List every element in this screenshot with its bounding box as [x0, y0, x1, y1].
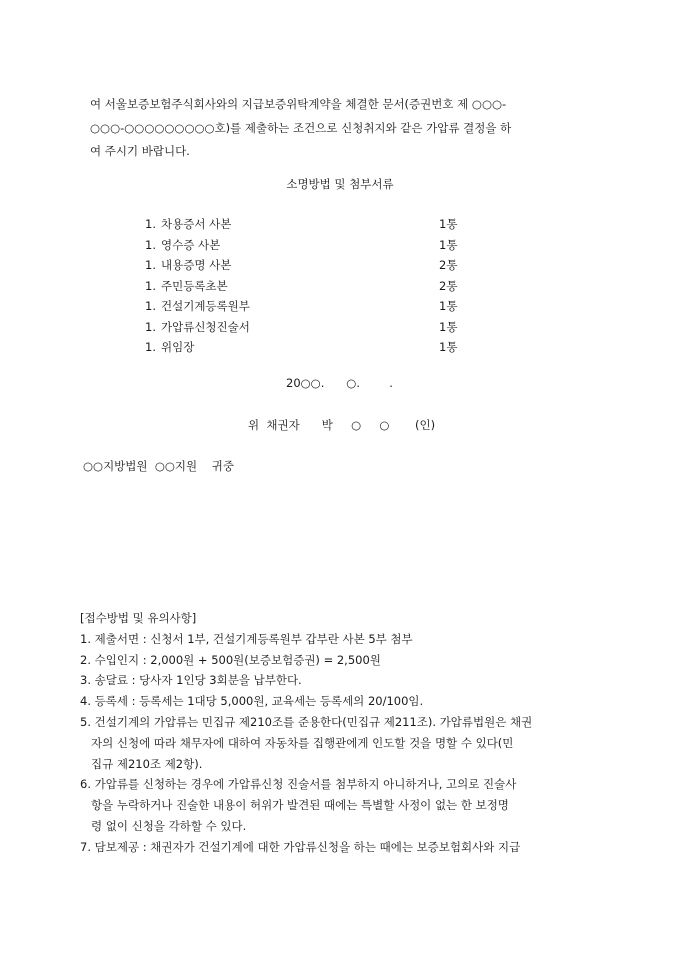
item-name: 차용증서 사본: [161, 217, 232, 231]
notes-header: [접수방법 및 유의사항]: [80, 611, 197, 625]
note-line: 4. 등록세 : 등록세는 1대당 5,000원, 교육세는 등록세의 20/100임.: [80, 694, 424, 709]
item-name: 위임장: [161, 340, 195, 354]
item-number: 1.: [145, 237, 156, 252]
court-addressee: ○○지방법원 ○○지원 귀중: [83, 459, 234, 473]
item-quantity: 1통: [439, 237, 458, 252]
evidence-item: [145, 214, 465, 235]
item-number: 1.: [145, 278, 156, 293]
note-item: [80, 629, 590, 650]
note-line: 1. 제출서면 : 신청서 1부, 건설기계등록원부 갑부란 사본 5부 첨부: [80, 631, 413, 646]
item-name: 건설기계등록원부: [161, 299, 250, 313]
evidence-item: [145, 337, 465, 358]
intro-line-2: ○○○-○○○○○○○○○호)를 제출하는 조건으로 신청취지와 같은 가압류 결정을 하: [90, 120, 512, 135]
item-number: 1.: [145, 299, 156, 313]
note-line: 5. 건설기계의 가압류는 민집규 제210조를 준용한다(민집규 제211조). 가압류법원은 채권: [80, 714, 533, 729]
note-line: 6. 가압류를 신청하는 경우에 가압류신청 진술서를 첨부하지 아니하거나, 고의로 진술사: [80, 777, 517, 792]
item-number: 1.: [145, 258, 156, 272]
note-item: [80, 650, 590, 671]
evidence-item: [145, 276, 465, 297]
evidence-item: [145, 317, 465, 338]
item-number: 1.: [145, 340, 156, 354]
filing-notes: [80, 608, 590, 858]
item-quantity: 1통: [439, 217, 458, 231]
note-line: 3. 송달료 : 당사자 1인당 3회분을 납부한다.: [80, 673, 302, 688]
item-quantity: 2통: [439, 258, 458, 272]
evidence-item: [145, 255, 465, 276]
item-quantity: 2통: [439, 278, 458, 293]
note-item: [80, 670, 590, 691]
filing-date: 20○○. ○. .: [286, 376, 393, 390]
item-name: 내용증명 사본: [161, 258, 232, 272]
evidence-item: [145, 296, 465, 317]
item-quantity: 1통: [439, 340, 458, 354]
intro-line-3: 여 주시기 바랍니다.: [90, 144, 190, 158]
note-item: [80, 712, 590, 774]
note-line: 7. 담보제공 : 채권자가 건설기계에 대한 가압류신청을 하는 때에는 보증보험회사와 지급: [80, 839, 521, 854]
note-item: [80, 774, 590, 836]
note-continuation: 항을 누락하거나 진술한 내용이 허위가 발견된 때에는 특별할 사정이 없는 한 보정명: [91, 798, 509, 813]
note-continuation: 령 없이 신청을 각하할 수 있다.: [91, 818, 247, 833]
intro-line-1: 여 서울보증보험주식회사와의 지급보증위탁계약을 체결한 문서(증권번호 제 ○○○-: [90, 97, 507, 111]
note-continuation: 자의 신청에 따라 채무자에 대하여 자동차를 집행관에게 인도할 것을 명할 수 있다(민: [91, 735, 514, 750]
evidence-title: 소명방법 및 첨부서류: [286, 177, 394, 191]
item-quantity: 1통: [439, 299, 458, 313]
item-name: 주민등록초본: [161, 278, 228, 293]
note-continuation: 집규 제210조 제2항).: [91, 756, 203, 771]
item-number: 1.: [145, 319, 156, 334]
item-number: 1.: [145, 217, 156, 231]
note-item: [80, 837, 590, 858]
intro-paragraph: [90, 93, 600, 164]
item-name: 영수증 사본: [161, 237, 221, 252]
item-quantity: 1통: [439, 319, 458, 334]
note-item: [80, 691, 590, 712]
creditor-signature-line: 위 채권자 박 ○ ○ (인): [248, 418, 436, 432]
note-line: 2. 수입인지 : 2,000원 + 500원(보증보험증권) = 2,500원: [80, 652, 381, 667]
evidence-list: [145, 214, 465, 358]
evidence-item: [145, 235, 465, 256]
item-name: 가압류신청진술서: [161, 319, 250, 334]
